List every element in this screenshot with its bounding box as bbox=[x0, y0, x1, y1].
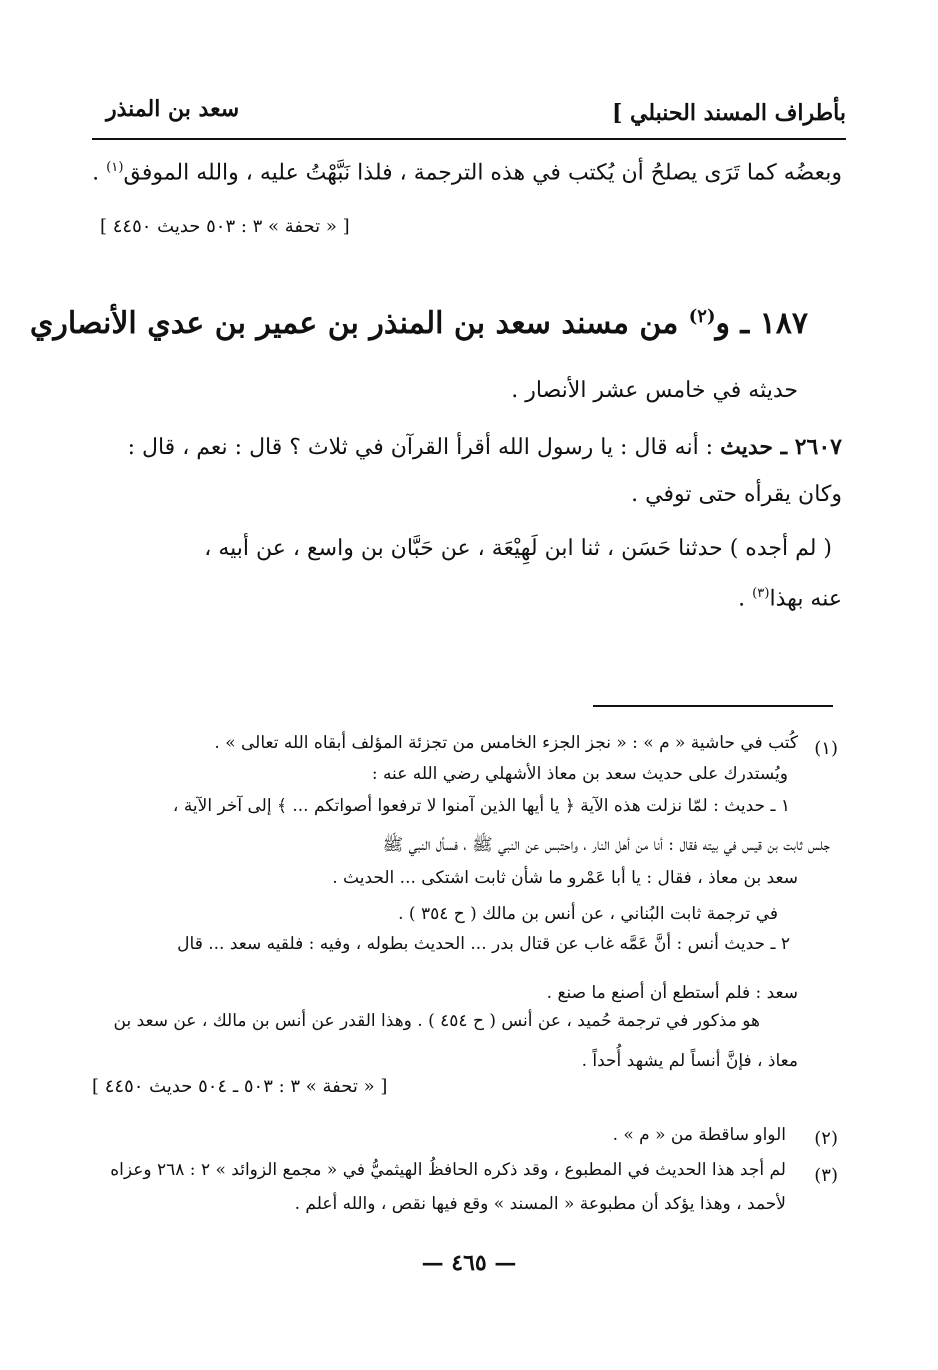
heading-text: من مسند سعد بن المنذر بن عمير بن عدي الأنصاري bbox=[29, 306, 689, 341]
footnote-2-line-1: الواو ساقطة من « م » . bbox=[612, 1125, 786, 1145]
hadith-text-1: : أنه قال : يا رسول الله أقرأ القرآن في ثلاث ؟ قال : نعم ، قال : bbox=[127, 435, 721, 460]
isnad-line-2 bbox=[738, 586, 842, 611]
footnote-3-line-2: لأحمد ، وهذا يؤكد أن مطبوعة « المسند » وقع فيها نقص ، والله أعلم . bbox=[294, 1194, 786, 1214]
footnote-1-line-7: ٢ ـ حديث أنس : أنَّ عَمَّه غاب عن قتال بدر ... الحديث بطوله ، وفيه : فلقيه سعد ... قال bbox=[177, 934, 790, 954]
hadith-number: ٢٦٠٧ bbox=[794, 434, 842, 460]
book-title: بأطراف المسند الحنبلي ] bbox=[611, 100, 846, 126]
hadith-label: ـ حديث bbox=[720, 434, 795, 460]
hadith-line-1 bbox=[128, 434, 842, 460]
footnote-1-line-10: معاذ ، فإنَّ أنساً لم يشهد أُحداً . bbox=[581, 1051, 798, 1071]
section-title: سعد بن المنذر bbox=[106, 96, 240, 122]
intro-line: حديثه في خامس عشر الأنصار . bbox=[511, 378, 798, 403]
footnote-1-line-6: في ترجمة ثابت البُناني ، عن أنس بن مالك ( ح ٣٥٤ ) . bbox=[398, 904, 778, 924]
heading-dash: ـ و bbox=[715, 306, 760, 341]
footnote-ref-1: (١) bbox=[106, 160, 124, 175]
footnote-separator bbox=[593, 705, 833, 707]
isnad-line-2-end: . bbox=[738, 586, 753, 612]
footnote-2-number: (٢) bbox=[814, 1128, 838, 1149]
footnote-1-line-8: سعد : فلم أستطع أن أصنع ما صنع . bbox=[546, 983, 798, 1003]
hadith-line-2: وكان يقرأه حتى توفي . bbox=[631, 482, 842, 507]
footnote-1-number: (١) bbox=[814, 738, 838, 759]
isnad-line-1: ( لم أجده ) حدثنا حَسَن ، ثنا ابن لَهِيْعَة ، عن حَبَّان بن واسع ، عن أبيه ، bbox=[204, 536, 832, 561]
tuhfa-reference: [ « تحفة » ٣ : ٥٠٣ حديث ٤٤٥٠ ] bbox=[100, 216, 350, 237]
running-header bbox=[92, 96, 846, 140]
body-line-1-end: . bbox=[92, 160, 107, 186]
body-line-1-text: وبعضُه كما تَرَى يصلحُ أن يُكتب في هذه الترجمة ، فلذا نَبَّهْتُ عليه ، والله الموفق bbox=[123, 160, 842, 186]
footnote-1-line-5: سعد بن معاذ ، فقال : يا أبا عَمْرو ما شأن ثابت اشتكى ... الحديث . bbox=[332, 868, 798, 888]
body-line-1 bbox=[92, 160, 842, 185]
footnote-1-reference: [ « تحفة » ٣ : ٥٠٣ ـ ٥٠٤ حديث ٤٤٥٠ ] bbox=[92, 1076, 388, 1097]
page-number: — ٤٦٥ — bbox=[421, 1250, 517, 1276]
footnote-3-line-1: لم أجد هذا الحديث في المطبوع ، وقد ذكره الحافظُ الهيثميُّ في « مجمع الزوائد » ٢ : ٢٦٨ وعزاه bbox=[110, 1160, 786, 1180]
heading-number: ١٨٧ bbox=[759, 306, 808, 341]
footnote-ref-2: (٢) bbox=[688, 306, 716, 327]
footnote-ref-3: (٣) bbox=[752, 586, 770, 601]
footnote-1-line-9: هو مذكور في ترجمة حُميد ، عن أنس ( ح ٤٥٤ ) . وهذا القدر عن أنس بن مالك ، عن سعد بن bbox=[113, 1011, 760, 1031]
footnote-1-line-2: ويُستدرك على حديث سعد بن معاذ الأشهلي رضي الله عنه : bbox=[371, 764, 788, 784]
footnote-1-line-3: ١ ـ حديث : لمّا نزلت هذه الآية ﴿ يا أيها الذين آمنوا لا ترفعوا أصواتكم ... ﴾ إلى آخر الآية ، bbox=[172, 796, 790, 816]
footnote-1-line-1: كُتب في حاشية « م » : « نجز الجزء الخامس من تجزئة المؤلف أبقاه الله تعالى » . bbox=[214, 733, 798, 753]
footnote-1-line-4: جلس ثابت بن قيس في بيته فقال : أنا من أهل النار ، واحتبس عن النبي ﷺ ، فسأل النبي ﷺ bbox=[382, 835, 830, 855]
isnad-line-2-text: عنه بهذا bbox=[769, 586, 842, 612]
footnote-3-number: (٣) bbox=[814, 1165, 838, 1186]
section-heading bbox=[30, 306, 808, 341]
